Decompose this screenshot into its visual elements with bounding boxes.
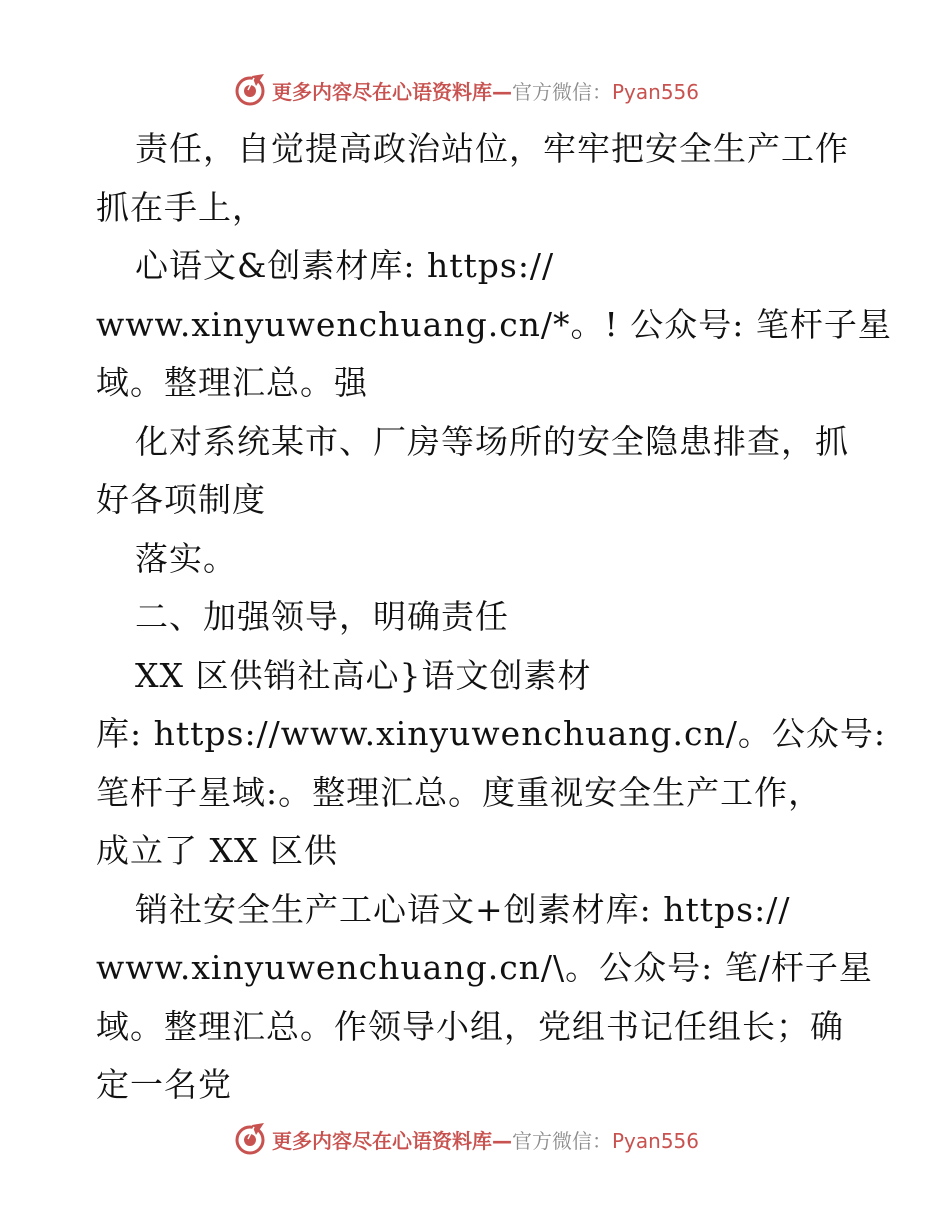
section-heading: 二、加强领导，明确责任 (135, 597, 509, 636)
banner-handle: Pyan556 (612, 79, 700, 104)
text-line: 抓在手上， (96, 187, 266, 227)
banner-wechat-label: 官方微信： (512, 79, 612, 104)
banner-wechat-label: 官方微信： (512, 1128, 612, 1153)
header-banner (232, 72, 699, 108)
banner-text (272, 1125, 699, 1154)
text-line: 域。整理汇总。作领导小组，党组书记任组长；确 (96, 1006, 844, 1046)
text-line: 库: https://www.xinyuwenchuang.cn/。公众号: (96, 714, 886, 753)
text-line: 销社安全生产工心语文+创素材库: https:// (135, 889, 791, 929)
text-line: 成立了 XX 区供 (96, 831, 338, 870)
banner-main-text: 更多内容尽在心语资料库— (272, 1128, 512, 1153)
text-line: 定一名党 (96, 1065, 232, 1104)
banner-main-text: 更多内容尽在心语资料库— (272, 79, 512, 104)
text-line: 责任，自觉提高政治站位，牢牢把安全生产工作 (135, 129, 849, 168)
text-line: 好各项制度 (96, 480, 266, 519)
feather-circle-logo-icon (232, 1121, 268, 1157)
text-line: www.xinyuwenchuang.cn/\。公众号: 笔/杆子星 (96, 948, 873, 987)
text-line: 心语文&创素材库: https:// (135, 246, 555, 285)
text-line: 落实。 (135, 538, 237, 578)
feather-circle-logo-icon (232, 72, 268, 108)
text-line: www.xinyuwenchuang.cn/*。! 公众号: 笔杆子星 (96, 304, 892, 344)
banner-text (272, 76, 699, 105)
banner-handle: Pyan556 (612, 1128, 700, 1153)
footer-banner (232, 1121, 699, 1157)
text-line: XX 区供销社高心}语文创素材 (135, 655, 592, 695)
document-body (96, 120, 892, 1115)
text-line: 笔杆子星域:。整理汇总。度重视安全生产工作， (96, 772, 823, 812)
text-line: 化对系统某市、厂房等场所的安全隐患排查，抓 (135, 421, 849, 461)
text-line: 域。整理汇总。强 (96, 363, 368, 402)
